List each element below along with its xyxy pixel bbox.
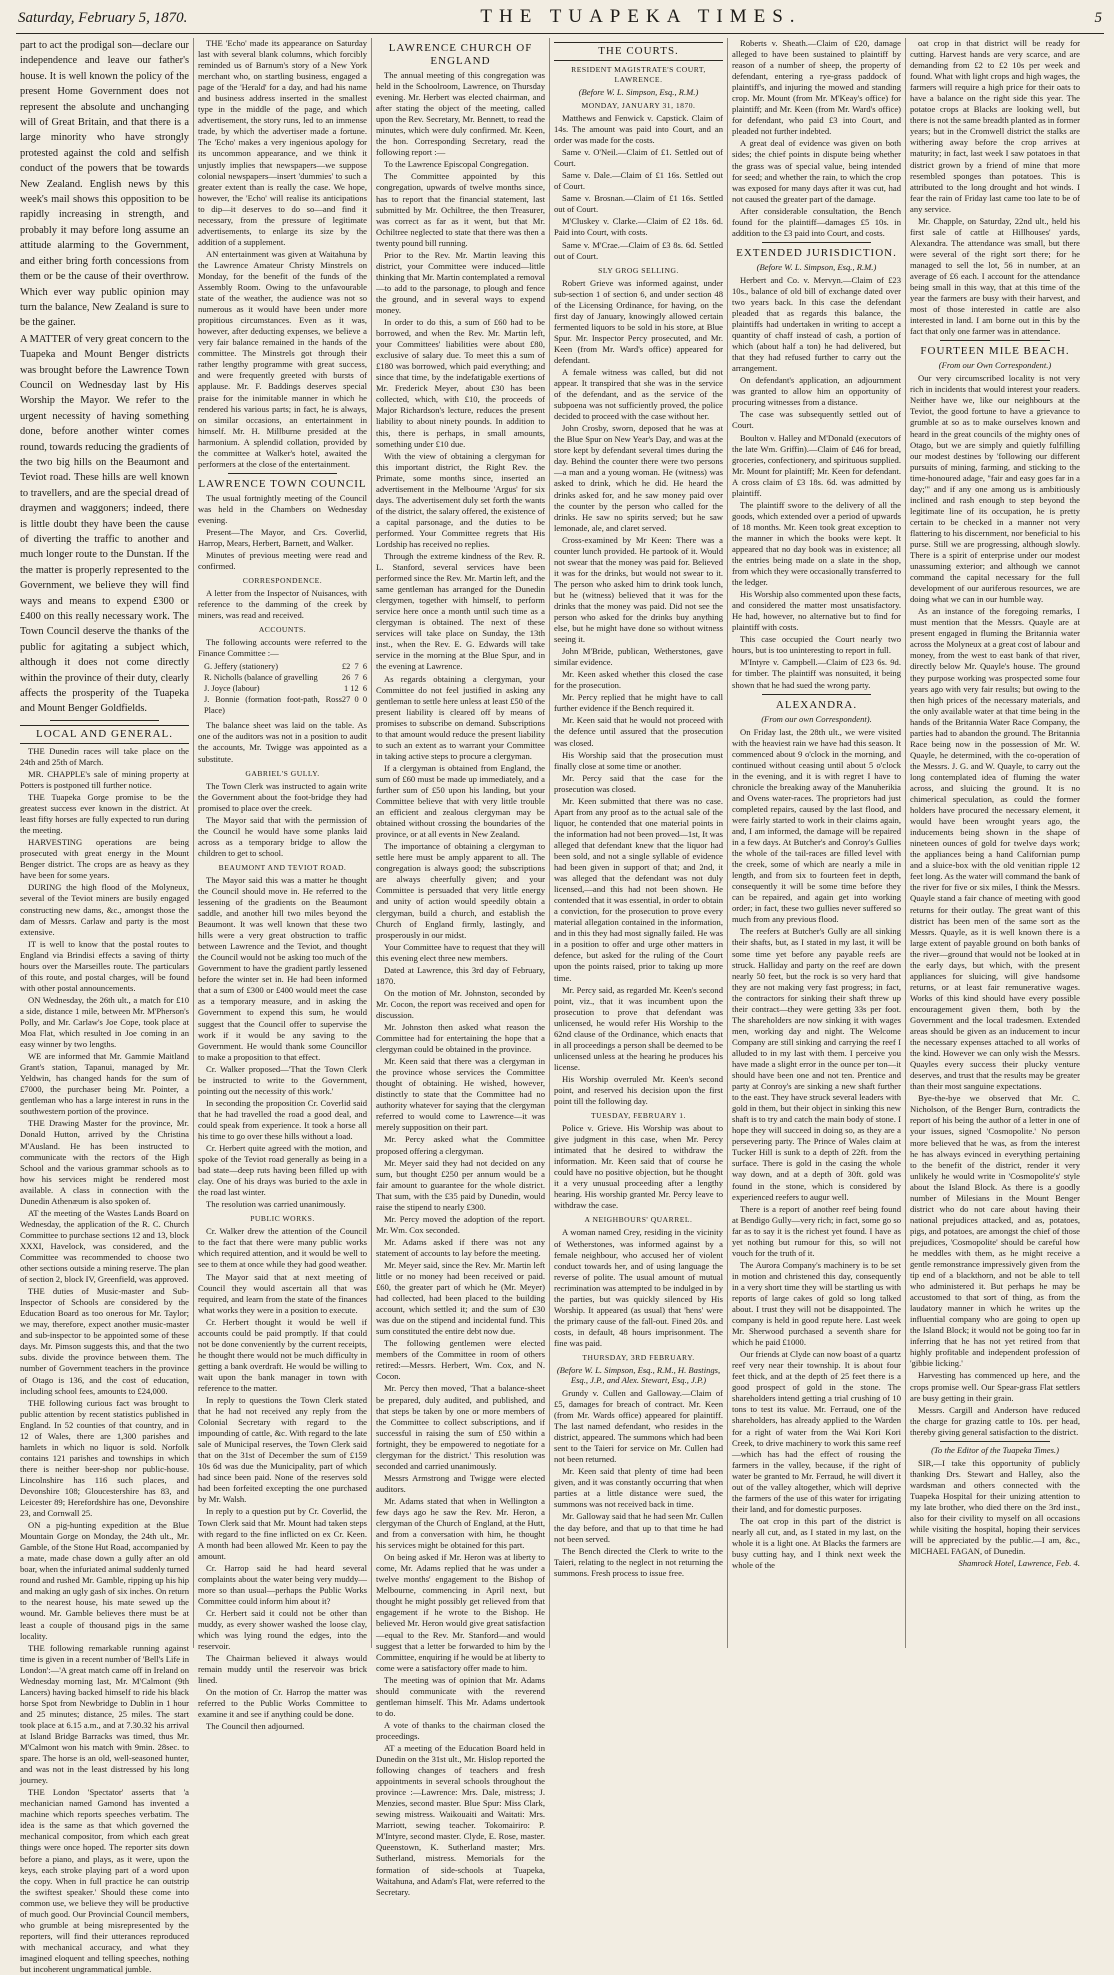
account-amount: 27 0 0 [341, 695, 367, 705]
article-paragraph: Mr. Galloway said that he had seen Mr. Cullen the day before, and that up to that time he had not been served. [554, 1511, 723, 1544]
article-paragraph: Mr. Percy moved the adoption of the report. Mr. Wm. Cox seconded. [376, 1213, 545, 1235]
masthead [16, 6, 1104, 34]
article-paragraph: Dated at Lawrence, this 3rd day of February, 1870. [376, 964, 545, 986]
subheading-correspondence: CORRESPONDENCE. [242, 576, 323, 586]
divider [762, 694, 871, 695]
article-paragraph: IT is well to know that the postal routes to England via Brindisi effects a saving of thirty hours over the Marseilles route. The particulars of this route, and postal charges, will be found with other postal announcements. [20, 938, 189, 993]
article-paragraph: Cr. Harrop said he had heard several complaints about the water being very muddy—more so than usual—perhaps the Public Works Committee could inform him about it? [198, 1562, 367, 1606]
article-paragraph: Mr. Percy replied that he might have to call further evidence if the Bench required it. [554, 692, 723, 714]
article-paragraph: The Aurora Company's machinery is to be set in motion and christened this day, consequently in a very short time they will be startling us with reports of large cakes of gold so long talked about. I trust they will not be disappointed. The company is held in good repute here. Last week Mr. Sherwood purchased a seventh share for which he paid £1000. [732, 1259, 901, 1348]
letter-body: SIR,—I take this opportunity of publicly thanking Drs. Stewart and Halley, also the wardsman and others connected with the Tuapeka Hospital for their unizing attention to my late brother, who died there on the 3rd inst., also for their civility to myself on all occasions while visiting the hospital, hoping their services will be appreciated by the public.—I am, &c., MICHAEL FAGAN, of Dunedin. [910, 1457, 1080, 1557]
divider [762, 242, 871, 243]
article-paragraph: The resolution was carried unanimously. [206, 1199, 346, 1210]
article-paragraph: Harvesting has commenced up here, and the crops promise well. Our Spear-grass Flat settlers are busy getting in their grain. [910, 1370, 1080, 1403]
article-paragraph: The annual meeting of this congregation was held in the Schoolroom, Lawrence, on Thursday evening. Mr. Herbert was elected chairman, and after stating the object of the meeting, called upon the Rev. Secretary, Mr. Bennett, to read the minutes, which were duly confirmed. Mr. Keen, the hon. Corresponding Secretary, read the following report :— [376, 70, 545, 158]
section-heading-alexandra: ALEXANDRA. [775, 698, 858, 711]
article-paragraph: Mr. Keen said that plenty of time had been given, and it was constantly occurring that when parties at a little distance were sued, the summons was not received back in time. [554, 1466, 723, 1510]
road-paragraphs [198, 875, 367, 1210]
article-paragraph: As regards obtaining a clergyman, your Committee do not feel justified in asking any gentleman to settle here unless at least £50 of the present liability is cleared off by means of promises to subscribe on demand. Subscriptions to that amount would reduce the present liability to such an extent as to warrant your Committee in taking active steps to procure a clergyman. [376, 673, 545, 761]
article-paragraph: Through the extreme kindness of the Rev. R. L. Stanford, several services have been performed since the Rev. Mr. Martin left, and the same gentleman has arranged for the Dunedin clergymen, together with himself, to perform service here once a month until such time as a clergyman is obtained. The next of these services will take place on Sunday, the 13th inst., when the Rev. E. G. Edwards will take service in the morning at the Blue Spur, and in the evening at Lawrence. [376, 551, 545, 672]
column-6 [906, 38, 1084, 1648]
article-paragraph: The usual fortnightly meeting of the Council was held in the Chambers on Wednesday evening. [198, 492, 367, 525]
subheading-rm-court: RESIDENT MAGISTRATE'S COURT, LAWRENCE. [571, 65, 706, 84]
article-paragraph: On being asked if Mr. Heron was at liberty to come, Mr. Adams replied that he was under a twelve months' engagement to the Bishop of Melbourne, commencing in April next, but thought he might possibly get relieved from that engagement if he wrote to the Bishop. He believed Mr. Heron would give great satisfaction—equal to the Rev. Mr. Stanford—and would suggest that a letter be forwarded to him by the Committee, enquiring if he would be at liberty to come were a satisfactory offer made to him. [376, 1552, 545, 1673]
article-paragraph: part to act the prodigal son—declare our independence and leave our father's house. It is well known the policy of the present Home Government does not represent the absolute and unchanging will of Great Britain, and that there is a large minority who have strongly protested against the cold and selfish conduct of the powers that be towards New Zealand. English news by this week's mail shows this opposition to be rapidly increasing in strength, and probably it may before long assume an attitude alarming to the Government, and either bring forth concessions from them or be the cause of their overthrow. Which ever way public opinion may turn the balance, New Zealand is sure to be the gainer. [20, 40, 189, 329]
article-paragraph: Same v. Dale.—Claim of £1 16s. Settled out of Court. [554, 170, 723, 192]
article-paragraph: The Mayor said that at next meeting of Council they would ascertain all that was required, and learn from the state of the finances what works they were in a position to execute. [198, 1271, 367, 1315]
article-paragraph: John Crosby, sworn, deposed that he was at the Blue Spur on New Year's Day, and was at the store kept by defendant several times during the day. Behind the counter there were two persons—a man and a young woman. He (witness) was asked to drink, which he did. He heard the drinks asked for, and he saw money paid over the counter by the person who called for the drinks. He saw no spirits served; but he saw lemonade, ale, and claret served. [554, 423, 723, 533]
article-paragraph: A letter from the Inspector of Nuisances, with reference to the damming of the creek by miners, was read and received. [198, 588, 367, 621]
article-paragraph: Cr. Herbert said it could not be other than muddy, as every shower washed the loose clay, which was lying round the edges, into the reservoir. [198, 1607, 367, 1652]
article-paragraph: Mr. Meyer said, since the Rev. Mr. Martin left little or no money had been received or paid. £60, the greater part of which he (Mr. Meyer) had collected, had been placed to the building account, which settled it; and the sum of £30 was due on the stipend and incidental fund. This sum constituted the entire debt now due. [376, 1259, 545, 1337]
account-name: J. Bonnie (formation foot-path, Ross Place) [204, 695, 342, 716]
column-2 [194, 38, 372, 1732]
article-paragraph: Mr. Percy said that the case for the prosecution was closed. [554, 772, 723, 794]
article-paragraph: Messrs. Cargill and Anderson have reduced the charge for grazing cattle to 10s. per head, thereby giving general satisfaction to the district. [910, 1404, 1080, 1437]
court-paragraphs [554, 1123, 723, 1211]
section-heading-church: LAWRENCE CHURCH OF ENGLAND [388, 42, 533, 67]
article-paragraph: In order to do this, a sum of £60 had to be borrowed, and when the Rev. Mr. Martin left, your Committees' liabilities were about £80, exclusive of salary due. To meet this a sum of £180 was borrowed, which paid everything; and since that time, by the indefatigable exertions of Mr. Frederick Meyer, about £30 has been collected, which, with £10, the proceeds of Major Richardson's lecture, reduces the present liability to about ninety pounds. In addition to this, there is perhaps, in small amounts, something under £10 due. [376, 317, 545, 449]
article-paragraph: There is a report of another reef being found at Bendigo Gully—very rich; in fact, some go so far as to say it is the richest yet found. I have as yet nothing but rumour for this, so will not vouch for the truth of it. [732, 1203, 901, 1258]
article-paragraph: THE 'Echo' made its appearance on Saturday last with several blank columns, which forcibly reminded us of Barnum's story of a New York merchant who, on startling business, engaged a page of the 'Herald' for a day, and had his name and business address inserted in the smallest type in the middle of the page, and which advertisement, the story runs, led to an immense trade, by which the advertiser made a fortune. The 'Echo' makes a very ingenious apology for its uncommon appearance, and we think it unjustly implies that newspapers—we suppose colonial newspapers—insert 'dummies' to such a greater extent than is really the case. We hope, however, the 'Echo' will realise its anticipations to dip—it deserves to do so—and find it necessary, from the pressure of legitimate advertisements, to enlarge its size by the addition of a supplement. [198, 38, 367, 247]
article-paragraph: Matthews and Fenwick v. Capstick. Claim of 14s. The amount was paid into Court, and an order was made for the costs. [554, 113, 723, 146]
article-paragraph: Mr. Adams stated that when in Wellington a few days ago he saw the Rev. Mr. Heron, a clergyman of the Church of England, at the Hutt, and from a conversation with him, he thought his services might be obtained for this part. [376, 1495, 545, 1551]
article-paragraph: The plaintiff swore to the delivery of all the goods, which extended over a period of upwards of 18 months. Mr. Keen took great exception to the manner in which the books were kept. It appeared that no day book was in existence; all the entries being made on a slate in the shop, from which they were occasionally transferred to the ledger. [732, 499, 901, 588]
letter-heading: (To the Editor of the Tuapeka Times.) [931, 1444, 1059, 1455]
article-paragraph: Same v. O'Neil.—Claim of £1. Settled out of Court. [554, 147, 723, 169]
article-paragraph: The Bench directed the Clerk to write to the Taieri, relating to the neglect in not returning the summons. Fresh process to issue free. [554, 1545, 723, 1578]
article-paragraph: His Worship said that the prosecution must finally close at some time or another. [554, 749, 723, 771]
article-paragraph: The Town Clerk was instructed to again write the Government about the foot-bridge they had promised to place over the creek. [198, 780, 367, 813]
works-paragraphs [198, 1226, 367, 1732]
article-paragraph: A great deal of evidence was given on both sides; the chief points in dispute being whether the grass was of special value, being intended for seed; and whether the rain, to which the crop was exposed for many days after it was cut, had not caused the greater part of the damage. [732, 138, 901, 204]
paper-title: THE TUAPEKA TIMES. [480, 6, 802, 27]
article-paragraph: Mr. Percy asked what the Committee proposed offering a clergyman. [376, 1134, 545, 1156]
article-paragraph: M'Cluskey v. Clarke.—Claim of £2 18s. 6d. Paid into Court, with costs. [554, 216, 723, 238]
article-paragraph: Mr. Meyer said they had not decided on any sum, but thought £250 per annum would be a fair amount to guarantee for the whole district. That sum, with the £35 paid by Dunedin, would raise the stipend to nearly £300. [376, 1157, 545, 1212]
article-paragraph: As an instance of the foregoing remarks, I must mention that the Messrs. Quayle are at present engaged in fluming the Britannia water across the Molyneux at a great cost of labour and money, from the west to east bank of that river, directly below Mr. Quayle's house. The ground they purpose working was prospected some four years ago with very fair results; but owing to the then high prices of the necessary materials, and the only available water at that time being in the hands of the Britannia Water Race Company, the parties had to abandon the ground. The Britannia Race being now in the possession of Mr. W. Quayle, he determined, with the co-operation of the Messrs. J. G. and W. Quayle, to carry out the long contemplated idea of fluming the water across, and sluicing the ground. It is no chimerical speculation, as could the former holders have procured the necessary element, it would have been wrought years ago, the inducements being shown in the shape of nineteen ounces of gold for twelve days work; the appliances being a hand Californian pump and a sluice-box with the old venitian ripple 12 feet long. As the water will command the bank of the river for five or six miles, I think the Messrs. Quayle stand a fair chance of meeting with good returns for their outlay. The great want of this district has been men of the same sort as the Messrs. Quayle, as it is well known there is a large extent of payable ground on both banks of the river—ground that would not be looked at in the early days, but which, with the present appliances for sluicing, will give handsome returns, or at least fair remunerative wages. Works of this kind should have every possible encouragement given them, both by the Government and the local tradesmen. Extended areas should be given as an inducement to incur the necessary expenses attached to all works of the kind. However we can only wish the Messrs. Quayles every success their plucky venture deserves, and trust that the results may be greater than their most sanguine expectations. [910, 606, 1080, 1092]
article-paragraph: In reply to a question put by Cr. Coverlid, the Town Clerk said that Mr. Mount had taken steps with regard to the fine inflicted on ex Cr. Keen. A month had been allowed Mr. Keen to pay the amount. [198, 1506, 367, 1561]
article-paragraph: Mr. Keen said that he would not proceed with the defence until assured that the prosecution was closed. [554, 715, 723, 748]
article-paragraph: Cr. Herbert thought it would be well if accounts could be paid promptly. If that could not be done conveniently by the current receipts, he thought there would not be much difficulty in getting a bank overdraft. He would be willing to wait upon the bank manager in town with reference to the matter. [198, 1316, 367, 1393]
article-paragraph: The oat crop in this part of the district is nearly all cut, and, as I stated in my last, on the whole it is a light one. At Blacks the farmers are busy cutting hay, and I think next week the whole of the [732, 1515, 901, 1571]
alexandra-continued [910, 38, 1080, 337]
article-paragraph: Bye-the-bye we observed that Mr. C. Nicholson, of the Benger Burn, contradicts the report of his being the author of a letter in one of your issues, signed 'Cosmopolite.' No person more believed that he was, as from the interest he has always evinced in everything pertaining to the benefit of the district, render it very unlikely he would write in 'Cosmopolite's' style about the Island Block. As there is a goodly number of Milesians in the Mount Benger district who do not care about having their national prejudices attacked, and as, potatoes, pigs, and potatoes, are amongst the chief of those prejudices, 'Cosmopolite' should be careful how he meddles with them, as he might receive a gentle remonstrance impressively given from the tip end of a blackthorn, and not be able to tell who administered it. But perhaps he may be accustomed to that sort of thing, as from the laudatory manner in which he writes up the influential company who are going to open up the Island Block; it would not be going too far in inferring that he has not yet retired from that highly profitable and independent profession of 'gibbie licking.' [910, 1093, 1080, 1369]
article-paragraph: This case occupied the Court nearly two hours, but is too uninteresting to report in full. [732, 634, 901, 656]
church-paragraphs [376, 70, 545, 1898]
columns [16, 38, 1104, 1974]
article-paragraph: In seconding the proposition Cr. Coverlid said that he had travelled the road a good deal, and could speak from experience. It took a horse all his time to go over these hills without a load. [198, 1097, 367, 1141]
article-paragraph: If a clergyman is obtained from England, the sum of £60 must be made up immediately, and a further sum of £50 upon his landing, but your Committee believe that with very little trouble an efficient and zealous clergyman may be obtained without crossing the boundaries of the province, or at all events in New Zealand. [376, 762, 545, 840]
article-paragraph: To the Lawrence Episcopal Congregation. [384, 159, 529, 170]
article-paragraph: Mr. Keen submitted that there was no case. Apart from any proof as to the actual sale of the liquor, he contended that one material points in the information had not been proved—1st, It was alleged that defendant knew that the liquor had been sold, and not a single syllable of evidence had been given in support of that; and 2nd, it was alleged that the defendant was not duly licensed,—and this had not been shown. He contended that it was essential, in order to obtain a conviction, for the prosecution to prove every material allegation contained in the information, and in this they had most signally failed. He was in a position to offer and urge other matters in defence, but asked for the ruling of the Court upon the points raised, prior to taking up more time. [554, 795, 723, 983]
local-news-list [20, 746, 189, 1975]
section-heading-local: LOCAL AND GENERAL. [20, 725, 189, 744]
account-name: J. Joyce (labour) [204, 684, 260, 694]
article-paragraph: The case was subsequently settled out of Court. [732, 409, 901, 431]
article-paragraph: Your Committee have to request that they will this evening elect three new members. [376, 941, 545, 963]
article-paragraph: Mr. Johnston then asked what reason the Committee had for entertaining the hope that a clergyman could be obtained in the province. [376, 1021, 545, 1055]
article-paragraph: The reefers at Butcher's Gully are all sinking their shafts, but, as I stated in my last, it will be some time yet before any payable reefs are struck. Halliday and party on the reef are down nearly 50 feet, but the rock is so very hard that they are not making very fast progress; in fact, the contractors for sinking their shaft threw up their contract—they were getting 33s per foot. The shareholders are now sinking it with wages men, working day and night. The Welcome Company are still sinking and carrying the reef I alluded to in my last with them. I perceive you have made a slight error in the ounce per ton—it should have been one and not ten. Prentice and party at Conroy's are sinking a new shaft further to the east. They have struck several leaders with gold in them, but their object in sinking this new shaft is to try and catch the main body of stone. I hope they will succeed in doing so, as they are a persevering party. The Prince of Wales claim at Tucker Hill is sunk to a depth of 22ft. from the surface. There is gold in the casing the whole way down, and at a depth of 30ft. gold was found in the stone, which is considered by experienced reefers to augur well. [732, 926, 901, 1202]
article-paragraph: THE Drawing Master for the province, Mr. Donald Hutton, arrived by the Christina M'Ausland. He has been instructed to communicate with the rectors of the High School and the various grammar schools as to how his services might be rendered most available. A class in connection with the Dunedin Athenæum is also spoken of. [20, 1118, 189, 1206]
article-paragraph: Minutes of previous meeting were read and confirmed. [198, 550, 367, 572]
article-paragraph: Grundy v. Cullen and Galloway.—Claim of £5, damages for breach of contract. Mr. Keen (from Mr. Wards office) appeared for plaintiff. The last named defendant, who resides in the district, appeared. The summons which had been sent to the Taieri for service on Mr. Cullen had not been returned. [554, 1387, 723, 1465]
column-3 [372, 38, 550, 1897]
article-paragraph: A MATTER of very great concern to the Tuapeka and Mount Benger districts was brought before the Lawrence Town Council on Wednesday last by His Worship the Mayor. We refer to the urgent necessity of having something done, before another winter comes round, towards reducing the gradients of the two big hills on the Beaumont and Teviot road. These hills are well known to travellers, and are the special dread of draymen and waggoners; indeed, there is little doubt they have been the cause of diverting the traffic to another and much longer route to the Dunstan. If the the matter is properly represented to the Government, we believe they will find ways and means to expend £300 or £400 on this really necessary work. The Town Council deserve the thanks of the public for agitating a subject which, although it does not come directly within the province of their duty, clearly affects the prosperity of the Tuapeka and Mount Benger Goldfields. [20, 333, 189, 715]
section-heading-extended-jurisdiction: EXTENDED JURISDICTION. [736, 246, 897, 259]
before-line: (Before W. L. Simpson, Esq., R.M.) [578, 87, 699, 97]
alexandra-paragraphs [732, 727, 901, 1572]
article-paragraph: Mr. Adams asked if there was not any statement of accounts to lay before the meeting. [376, 1236, 545, 1258]
court-paragraphs [554, 1388, 723, 1579]
article-paragraph: The importance of obtaining a clergyman to settle here must be amply apparent to all. The congregation is always good; the subscriptions are always cheerfully given; and your Committee is persuaded that very little energy and unity of action would speedily obtain a clergyman, build a church, and establish the Church of England firmly, lastingly, and prosperously in our midst. [376, 841, 545, 940]
court-paragraphs [732, 38, 901, 239]
subheading-public-works: PUBLIC WORKS. [250, 1214, 315, 1224]
article-paragraph: His Worship overruled Mr. Keen's second point, and reserved his decision upon the first point till the following day. [554, 1073, 723, 1107]
account-row [204, 672, 367, 683]
editorial-lead [20, 38, 189, 717]
subheading-neighbours-quarrel: A NEIGHBOURS' QUARREL. [584, 1215, 693, 1225]
article-paragraph: AN entertainment was given at Waitahuna by the Lawrence Amateur Christy Minstrels on Monday, for the benefit of the funds of the Assembly Room. Owing to the unfavourable state of the weather, the audience was not so numerous as it would have been under more propitious circumstances. Even as it was, however, after deducting expenses, we believe a very fair balance remained in the hands of the committee. The Minstrels got through their rather lengthy programme with great success, and were frequently greeted with bursts of applause. Mr. F. Baddings deserves special praise for the inimitable manner in which he rendered his various parts; in fact, he is always, on similar occasions, an entertainment in himself. Mr. H. Millburne presided at the harmonium. A splendid collation, provided by the committee at Walker's hotel, awaited the performers at the close of the entertainment. [198, 248, 367, 469]
council-intro [198, 493, 367, 572]
divider [228, 473, 337, 474]
article-paragraph: ON a pig-hunting expedition at the Blue Mountain Gorge on Monday, the 24th ult., Mr. Gamble, of the Stone Hut Road, accompanied by a mate, made chase down a gully after an old boar, when the infuriated animal suddenly turned round and rushed Mr. Gamble, ripping up his hip and making an ugly gash of six inches. On return to the nearest house, his mate sewed up the wound. Mr. Gamble believes there must be at least a couple of thousand pigs in the same locality. [20, 1520, 189, 1641]
correspondent-line: (From our Own Correspondent.) [938, 360, 1052, 371]
article-paragraph: Mr. Keen said that there was a clergyman in the province whose services the Committee thought of obtaining. He wished, however, distinctly to state that the Committee had no authority whatever for saying that the clergyman referred to would come to Lawrence—it was merely supposition on their part. [376, 1056, 545, 1133]
article-paragraph: A vote of thanks to the chairman closed the proceedings. [376, 1719, 545, 1741]
account-amount: 26 7 6 [341, 673, 367, 683]
account-row [204, 683, 367, 694]
article-paragraph: Cross-examined by Mr Keen: There was a counter lunch provided. He partook of it. Would not swear that the money was paid for. Believed it was for the drinks, but would not swear to it. The person who asked him to drink took lunch, but he (witness) believed that it was for the drinks that the money was paid. Did not see the person who asked for the drinks buy anything else, but he might have done so without witness seeing it. [554, 534, 723, 645]
section-heading-town-council: LAWRENCE TOWN COUNCIL [198, 477, 367, 490]
article-paragraph: Our very circumscribed locality is not very rich in incidents that would interest your readers. Neither have we, like our neighbours at the Teviot, the good fortune to have a grievance to grumble at so as to make ourselves known and heard in the great councils of the mighty ones of Otago, but we are simply and quietly fulfilling our modest destines by 'following our different pursuits of mining, farming, and sticking to the time-honoured adage, "fair and easy goes far in a day;"' and if any one among us is ambitiously inclined and rash enough to step beyond the legitimate line of its occupation, he is pretty certain to be checked in a manner not very flattering to his discernment, nor beneficial to his purse. Still we are progressing, although slowly. There is a spirit of enterprise under our modest unassuming exterior; and although we cannot command the capital necessary for the full development of our auriferous resources, we are doing what we can in our humble way. [910, 373, 1080, 605]
article-paragraph: Roberts v. Sheath.—Claim of £20, damage alleged to have been sustained to plaintiff by reason of a number of sheep, the property of defendant, entering a rye-grass paddock of plaintiff's, and injuring the mowed and standing crop. Mr. Mount (from Mr. M'Keay's office) for plaintiff; and Mr. Keen (from Mr. Ward's office) for defendant, who paid £3 into Court, and pleaded not further indebted. [732, 38, 901, 137]
article-paragraph: Present—The Mayor, and Crs. Coverlid, Harrop, Mears, Herbert, Barnett, and Walker. [198, 526, 367, 549]
article-paragraph: THE Tuapeka Gorge promise to be the greatest success ever known in the district. At least fifty horses are fully expected to run during the meeting. [20, 792, 189, 836]
court-date: TUESDAY, FEBRUARY 1. [591, 1111, 686, 1121]
article-paragraph: Mr. Percy said, as regarded Mr. Keen's second point, viz., that it was incumbent upon the prosecution to prove that defendant was unlicensed, he would refer His Worship to the 62nd clause of the Ordinance, which enacts that in all proceedings a person shall be deemed to be unlicensed unless at the hearing he produces his license. [554, 984, 723, 1072]
article-paragraph: A female witness was called, but did not appear. It transpired that she was in the service of the defendant, and as the service of the subpoena was not sufficiently proved, the police decided to proceed with the case without her. [554, 366, 723, 422]
gully-paragraphs [198, 781, 367, 859]
article-paragraph: With the view of obtaining a clergyman for this important district, the Right Rev. the Primate, some months since, inserted an advertisement in the Melbourne 'Argus' for six days. The advertisement duly set forth the wants of the district, the salary offered, the existence of a capital parsonage, and the duties to be performed. Your Committee regrets that His Lordship has received no replies. [376, 450, 545, 549]
article-paragraph: THE duties of Music-master and Sub-Inspector of Schools are considered by the Education Board as too onerous for Mr. Taylor; we may, therefore, expect another music-master and sub-inspector to be appointed some of these days. Mr. Pimson suggests this, and that the two subs. divide the province between them. The number of Government teachers in the province of Otago is 136, and the cost of education, including school fees, amounts to £24,000. [20, 1286, 189, 1396]
before-line: (Before W. L. Simpson, Esq., R.M., H. Bastings, Esq., J.P., and Alex. Stewart, Esq., J.P.) [556, 1364, 721, 1385]
article-paragraph: On defendant's application, an adjournment was granted to allow him an opportunity of procuring witnesses from a distance. [732, 375, 901, 408]
article-paragraph: THE following remarkable running against time is given in a recent number of 'Bell's Life in London':—'A great match came off in Ireland on Wednesday morning last, Mr. M'Calmont (9th Lancers) having backed himself to ride his black horse Spot from Newbridge to Dublin in 1 hour and 25 minutes; distance, 25 miles. The start took place at 6.15 a.m., and at 7.30.32 his arrival at Island Bridge Barracks was timed, thus Mr. M'Calmont won his match with 9min. 28sec. to spare. The horse is an old, well-seasoned hunter, and was not in the least distressed by his long journey. [20, 1642, 189, 1786]
account-amount: 1 12 6 [343, 684, 367, 694]
divider [940, 340, 1050, 341]
article-paragraph: HARVESTING operations are being prosecuted with great energy in the Mount Benger district. The crops are as heavy as they have been for some years. [20, 837, 189, 881]
divider [940, 1441, 1050, 1442]
column-4 [550, 38, 728, 1648]
article-paragraph: oat crop in that district will be ready for cutting. Harvest hands are very scarce, and are demanding from £2 to £2 10s per week and found. What with light crops and high wages, the farmers will require a high price for their oats to have a balance on the right side this year. The potatoe crops at Blacks are looking well, but there is not the same breadth planted as in former years; but in the Cromwell district the stalks are withering away before the crop arrives at maturity; in fact, last week I saw potatoes in that district grown by a friend of mine that more resembled sponges than potatoes. This is attributed to the long drought and hot winds. I fear the rain of Friday last came too late to be of any service. [910, 38, 1080, 214]
column-1 [16, 38, 194, 1974]
court-date: THURSDAY, 3RD FEBRUARY. [582, 1352, 695, 1362]
article-paragraph: WE are informed that Mr. Gammie Maitland Grant's station, Tapanui, managed by Mr. Yeldwin, has changed hands for the sum of £7000, the purchaser being Mr. Pointer, a gentleman who has a large interest in runs in the southwestern portion of the province. [20, 1051, 189, 1117]
article-paragraph: Mr. Keen asked whether this closed the case for the prosecution. [554, 669, 723, 691]
article-paragraph: ON Wednesday, the 26th ult., a match for £10 a side, distance 1 mile, between Mr. M'Pherson's Polly, and Mr. Carlaw's Joe Cope, took place at Moa Flat, which resulted in Joe coming in an easy winner by two lengths. [20, 994, 189, 1050]
issue-date: Saturday, February 5, 1870. [18, 10, 188, 26]
account-amount: £2 7 6 [341, 662, 367, 672]
article-paragraph: M'Intyre v. Campbell.—Claim of £23 6s. 9d. for timber. The plaintiff was nonsuited, it being shown that he had sued the wrong party. [732, 657, 901, 690]
article-paragraph: DURING the high flood of the Molyneux, several of the Teviot miners are busily engaged constructing new dams, &c., amongst those the dam of Messrs. Carlaw and party is the most extensive. [20, 882, 189, 937]
article-paragraph: The following gentlemen were elected members of the Committee in room of others retired:—Messrs. Herbert, Wm. Cox, and N. Cocon. [376, 1338, 545, 1382]
account-row [204, 661, 367, 672]
article-paragraph: AT the meeting of the Wastes Lands Board on Wednesday, the application of the R. C. Church Committee to purchase sections 12 and 13, block XXXI, Havelock, was considered, and the Committee was recommended to choose two other sections outside a mining reserve. The plan of section 2, block IV, Greenfield, was approved. [20, 1207, 189, 1285]
article-paragraph: Messrs Armstrong and Twigge were elected auditors. [376, 1472, 545, 1494]
article-paragraph: The Committee appointed by this congregation, upwards of twelve months since, has to report that the financial statement, last submitted by Mr. Ochiltree, the then Treasurer, was correct as far as it went, but that Mr. Ochiltree neglected to state that there was then a twenty pound bill running. [376, 171, 545, 248]
article-paragraph: Police v. Grieve. His Worship was about to give judgment in this case, when Mr. Percy intimated that he desired to withdraw the information. Mr. Keen said that of course he could have no positive objection, but he thought it a very unusual proceeding after a lengthy hearing. His worship granted Mr. Percy leave to withdraw the case. [554, 1123, 723, 1211]
article-paragraph: Robert Grieve was informed against, under sub-section 1 of section 6, and under section 48 of the Licensing Ordinance, for having, on the first day of January, knowingly allowed certain fermented liquors to be sold in his store, at Blue Spur. Mr. Inspector Percy prosecuted, and Mr. Keen (from Mr. Ward's office) appeared for defendant. [554, 277, 723, 365]
article-paragraph: THE London 'Spectator' asserts that 'a mechanician named Gamond has invented a machine which reports speeches verbatim. The idea is the same as that which governed the mechanical compositor, from which each great things were once hoped. The reporter sits down before a piano, and plays, as it were, upon the keys, each stroke playing part of a word upon the copy. When in full practice he can outstrip the swiftest speaker.' Should these come into common use, we believe they will be productive of much good. Our Provincial Council members, who grumble at being misrepresented by the reporters, will find their utterances reproduced with mechanical accuracy, and what they imagined eloquent and telling speeches, nothing but incoherent ungrammatical jumble. [20, 1787, 189, 1974]
article-paragraph: Boulton v. Halley and M'Donald (executors of the late Wm. Griffin).—Claim of £46 for bread, groceries, confectionery, and spirituous supplied. Mr. Mount for plaintiff; Mr. Keen for defendant. A cross claim of £3 18s. 6d. was admitted by plaintiff. [732, 432, 901, 498]
article-paragraph: Prior to the Rev. Mr. Martin leaving this district, your Committee were induced—little thinking that Mr. Martin contemplated a removal—to add to the parsonage, to plough and fence the ground, and in several ways to expend money. [376, 249, 545, 315]
page-number: 5 [1094, 10, 1102, 26]
court-paragraphs [554, 113, 723, 262]
article-paragraph: The meeting was of opinion that Mr. Adams should communicate with the reverend gentleman himself. This Mr. Adams undertook to do. [376, 1674, 545, 1718]
article-paragraph: Herbert and Co. v. Mervyn.—Claim of £23 10s., balance of old bill of exchange dated over two years back. In this case the defendant pleaded that as regards this balance, the plaintiffs had undertaken in writing to accept a quantity of chaff instead of cash, a portion of which (about half a ton) he had delivered, but that they had refused further to carry out the arrangement. [732, 274, 901, 374]
before-line: (Before W. L. Simpson, Esq., R.M.) [756, 261, 877, 272]
article-paragraph: Cr. Walker drew the attention of the Council to the fact that there were many public works which required attention, and it would be well to see to them at once while they had good weather. [198, 1226, 367, 1270]
article-paragraph: The following accounts were referred to the Finance Committee :— [198, 637, 367, 659]
article-paragraph: The balance sheet was laid on the table. As one of the auditors was not in a position to audit the accounts, Mr. Twigge was appointed as a substitute. [198, 720, 367, 764]
divider [50, 720, 159, 721]
article-paragraph: The Council then adjourned. [206, 1721, 305, 1732]
article-paragraph: AT a meeting of the Education Board held in Dunedin on the 31st ult., Mr. Hislop reported the following changes of teachers and fresh appointments in several schools throughout the province :—Lawrence: Mrs. Dale, mistress; J. Menzies, second master. Blue Spur: Miss Clark, sewing mistress. Waikouaiti and Waitati: Mrs. Marriott, sewing teacher. Tokomairiro: P. M'Intyre, second master. Clyde, E. Rose, master. Queenstown, K. Sutherland master; Mrs. Sutherland, mistress. Memorials for the formation of side-schools at Tuapeka, Waitahuna, and Adam's Flat, were referred to the Secretary. [376, 1742, 545, 1897]
article-paragraph: His Worship also commented upon these facts, and considered the matter most unsatisfactory. He had, however, no alternative but to find for plaintiff with costs. [732, 589, 901, 633]
section-heading-courts: THE COURTS. [554, 42, 723, 61]
subheading-sly-grog: SLY GROG SELLING. [598, 265, 679, 275]
article-paragraph: A woman named Crey, residing in the vicinity of Wetherstones, was informed against by a female neighbour, who accused her of violent conduct towards her, and of using language the reverse of polite. The usual amount of mutual recrimination was attempted to be indulged in by the parties, but was quickly silenced by His Worship. It appeared (as usual) that 'hens' were the primary cause of the fall-out. Fined 20s. and costs, in default, 48 hours imprisonment. The fine was paid. [554, 1227, 723, 1348]
article-paragraph: John M'Bride, publican, Wetherstones, gave similar evidence. [554, 646, 723, 668]
account-name: R. Nicholls (balance of gravelling [204, 673, 318, 683]
article-paragraph: On the motion of Mr. Johnston, seconded by Mr. Cocon, the report was received and open for discussion. [376, 987, 545, 1020]
article-paragraph: Cr. Walker proposed—'That the Town Clerk be instructed to write to the Government, pointing out the necessity of this work.' [198, 1063, 367, 1096]
accounts-list [204, 661, 367, 716]
subheading-accounts: ACCOUNTS. [258, 625, 307, 635]
subheading-road: BEAUMONT AND TEVIOT ROAD. [218, 862, 347, 872]
article-paragraph: The Mayor said this was a matter he thought the Council should move in. He referred to the lessening of the gradients on the Beaumont saddle, and another hill two miles beyond the Beaumont. It was well known that these two hills were a very great obstruction to traffic between Lawrence and the Teviot, and thought the Council would not be asking too much of the Government to have the gradient partly lessened before the winter set in. He had been informed that a sum of £300 or £400 would meet the case as a temporary measure, and in asking the Government to expend this sum, he would suggest that the Council offer to supervise the work if it would be any saving to the Government. He would thank some Councillor to make a proposition to that effect. [198, 874, 367, 1062]
article-paragraph: Same v. M'Crae.—Claim of £3 8s. 6d. Settled out of Court. [554, 239, 723, 261]
section-heading-fourteen-mile-beach: FOURTEEN MILE BEACH. [920, 345, 1070, 358]
article-paragraph: THE following curious fact was brought to public attention by recent statistics published in England. In 52 counties of that country, and in 12 of Wales, there are 1,300 parishes and hamlets in which no liquor is sold. Norfolk contains 121 parishes and townships in which there is neither beer-shop nor public-house. Lincolnshire has 116 such places, and Devonshire 108; Gloucestershire has 83, and Leicester 89; Herefordshire has one, Devonshire 23, and Cornwall 25. [20, 1397, 189, 1519]
court-paragraphs [554, 278, 723, 1107]
column-5 [728, 38, 906, 1648]
court-date: MONDAY, JANUARY 31, 1870. [581, 101, 696, 110]
beach-paragraphs [910, 373, 1080, 1438]
article-paragraph: On the motion of Cr. Harrop the matter was referred to the Public Works Committee to examine it and see if anything could be done. [198, 1687, 367, 1720]
letter-signature: Shamrock Hotel, Lawrence, Feb. 4. [958, 1558, 1080, 1569]
court-paragraphs [554, 1227, 723, 1349]
article-paragraph: On Friday last, the 28th ult., we were visited with the heaviest rain we have had this season. It commenced about 9 o'clock in the morning, and continued without ceasing until about 5 o'clock in the evening, and it is with regret I have to chronicle the breaking away of the Manuherikia and Ovens water-races. The proprietors had just completed repairs, caused by the last flood, and were fairly started to work in their claims again, and, I am informed, the damage will be repaired in a few days. At Butcher's and Conroy's Gullies the whole of the tail-races are filled level with the creek, some of which are nearly a mile in length, and from six to fourteen feet in depth, consequently it will be some time before they can be repaired, and again get into working order; in fact, these two gullies never suffered so much from any previous flood. [732, 726, 901, 925]
article-paragraph: MR. CHAPPLE's sale of mining property at Potters is postponed till further notice. [20, 768, 189, 791]
correspondent-line: (From our own Correspondent). [761, 713, 872, 724]
court-paragraphs [732, 275, 901, 691]
article-paragraph: After considerable consultation, the Bench found for the plaintiff—damages £5 10s. in addition to the £3 paid into Court, and costs. [732, 205, 901, 238]
article-paragraph: Same v. Brosnan.—Claim of £1 16s. Settled out of Court. [554, 193, 723, 215]
article-paragraph: Mr. Chapple, on Saturday, 22nd ult., held his first sale of cattle at Hillhouses' yards, Alexandra. The attendance was small, but there were several of the right sort there; for he managed to sell the lot, 56 in number, at an average of £6 each. I account for the attendance being small in this way, that at this time of the year the farmers are busy with their harvest, and most of those interested in cattle are also interested in land. I am borne out in this by the fact that only one farmer was in attendance. [910, 215, 1080, 337]
subheading-gabriels-gully: GABRIEL'S GULLY. [245, 768, 320, 778]
account-name: G. Jeffery (stationery) [204, 662, 279, 672]
news-items [198, 38, 367, 470]
article-paragraph: THE Dunedin races will take place on the 24th and 25th of March. [20, 745, 189, 767]
account-row [204, 694, 367, 716]
article-paragraph: Cr. Herbert quite agreed with the motion, and spoke of the Teviot road generally as being in a bad state—deep ruts having been filled up with clay. One of his drays was buried to the axle in the road last winter. [198, 1143, 367, 1198]
article-paragraph: In reply to questions the Town Clerk stated that he had not received any reply from the Colonial Secretary with regard to the impounding of cattle, &c. With regard to the late sale of Municipal reserves, the Town Clerk said that on the 31st of December the sum of £159 10s 6d was due the Municipality, part of which had since been paid. None of the reserves sold had been forfeited excepting the one purchased by Mr. Walsh. [198, 1395, 367, 1505]
article-paragraph: Mr. Percy then moved, 'That a balance-sheet be prepared, duly audited, and published, and that steps be taken by one or more members of the Committee to collect subscriptions, and if successful in raising the sum of £50 within a fortnight, they be empowered to negotiate for a clergyman for the district.' This resolution was seconded and carried unanimously. [376, 1383, 545, 1471]
article-paragraph: The Mayor said that with the permission of the Council he would have some planks laid across as a temporary bridge to allow the children to get to school. [198, 814, 367, 858]
article-paragraph: Our friends at Clyde can now boast of a quartz reef very near their township. It is about four feet thick, and at the depth of 25 feet there is a good prospect of gold in the stone. The shareholders intend getting a trial crushing of 10 tons to test its value. Mr. Ferraud, one of the shareholders, has already applied to the Warden for a right of water from the Wai Kori Kori Creek, to drive machinery to work this same reef—which has had the effect of rousing the farmers in the valley, because, if the right of water be granted to Mr. Ferraud, he will divert it out of the valley altogether, which will deprive the farmers of the use of this water for irrigating their land, and for domestic purposes. [732, 1349, 901, 1514]
article-paragraph: The Chairman believed it always would remain muddy until the reservoir was brick lined. [198, 1653, 367, 1686]
